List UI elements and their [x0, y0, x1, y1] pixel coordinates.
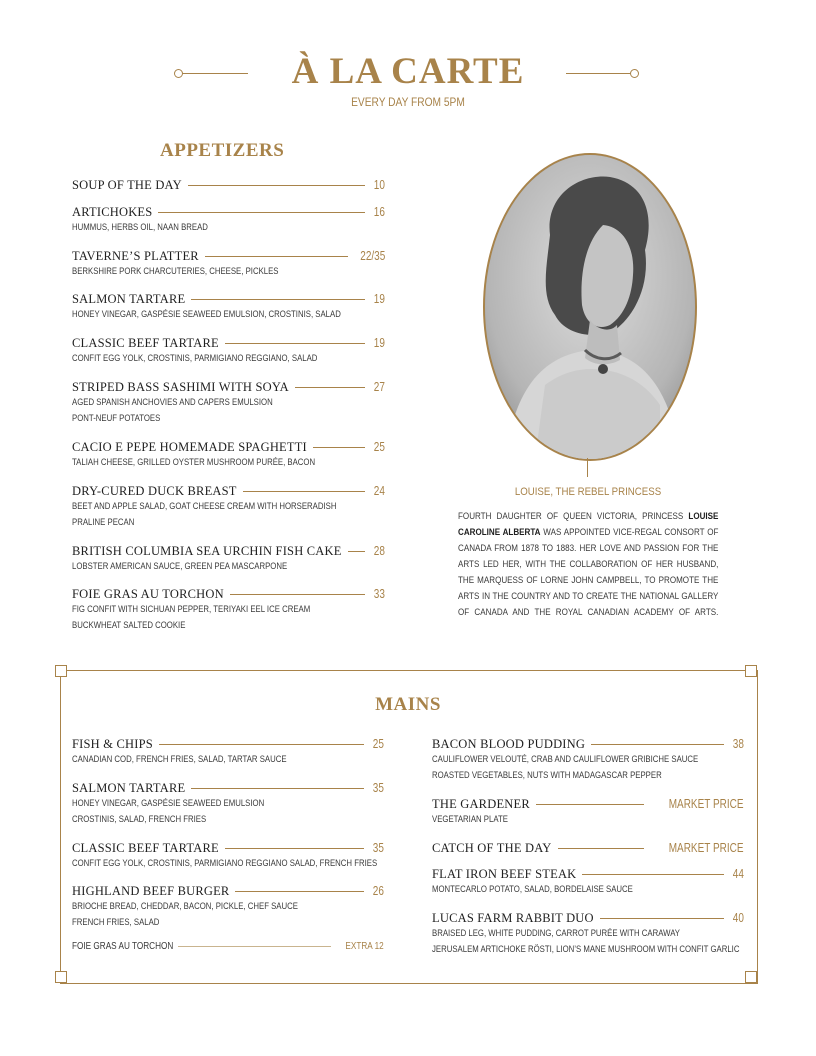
- biography-text: CANADA FROM 1878 TO 1883. HER LOVE AND PASSION FOR THE: [458, 543, 719, 554]
- menu-item-description: AGED SPANISH ANCHOVIES AND CAPERS EMULSION: [72, 397, 273, 408]
- biography-line: [458, 525, 718, 541]
- appetizers-title: APPETIZERS: [160, 140, 285, 161]
- frame-corner-bottom-left: [55, 971, 67, 983]
- menu-item-description: PONT-NEUF POTATOES: [72, 413, 161, 424]
- menu-item-description: PRALINE PECAN: [72, 517, 135, 528]
- menu-item-name: BACON BLOOD PUDDING: [432, 736, 586, 751]
- biography-line: [458, 557, 718, 573]
- menu-item-description: CONFIT EGG YOLK, CROSTINIS, PARMIGIANO REGGIANO SALAD, FRENCH FRIES: [72, 858, 378, 869]
- menu-item-description: VEGETARIAN PLATE: [432, 814, 508, 825]
- menu-item: [432, 840, 744, 856]
- page-title: À LA CARTE: [291, 51, 525, 92]
- leader-line: [191, 788, 364, 789]
- leader-line: [600, 918, 724, 919]
- menu-item-description: BERKSHIRE PORK CHARCUTERIES, CHEESE, PICKLES: [72, 266, 279, 277]
- menu-item-description: BRIOCHE BREAD, CHEDDAR, BACON, PICKLE, CHEF SAUCE: [72, 901, 298, 912]
- portrait-illustration: [485, 155, 695, 459]
- biography-line: [458, 509, 718, 525]
- menu-item-row: [432, 866, 744, 882]
- menu-item-price: MARKET PRICE: [669, 797, 744, 811]
- menu-item: [72, 439, 385, 471]
- menu-item-row: [72, 840, 384, 856]
- biography-highlight: CAROLINE ALBERTA: [458, 527, 541, 538]
- menu-item-row: [432, 796, 744, 812]
- menu-item-description: HUMMUS, HERBS OIL, NAAN BREAD: [72, 222, 208, 233]
- menu-item-row: [72, 177, 385, 193]
- menu-item: [72, 379, 385, 427]
- menu-item: [432, 866, 744, 898]
- menu-item-description: CONFIT EGG YOLK, CROSTINIS, PARMIGIANO REGGIANO, SALAD: [72, 353, 318, 364]
- extra-item-price: EXTRA 12: [345, 940, 384, 952]
- menu-item-price: 35: [372, 841, 384, 855]
- menu-item-description: CAULIFLOWER VELOUTÉ, CRAB AND CAULIFLOWER GRIBICHE SAUCE: [432, 754, 699, 765]
- biography-highlight: LOUISE: [688, 511, 719, 522]
- menu-item: [72, 883, 384, 931]
- portrait-image: [483, 153, 697, 461]
- frame-corner-top-left: [55, 665, 67, 677]
- menu-item-price: 25: [372, 737, 384, 751]
- menu-item: [72, 736, 384, 768]
- menu-item: [72, 780, 384, 828]
- biography-text: ARTS LED HER, WITH THE COLLABORATION OF HER HUSBAND,: [458, 559, 719, 570]
- leader-line: [295, 387, 365, 388]
- menu-item: [432, 910, 744, 958]
- leader-line: [225, 848, 364, 849]
- extra-item-row: [72, 938, 384, 954]
- menu-item-description: JERUSALEM ARTICHOKE RÖSTI, LION’S MANE MUSHROOM WITH CONFIT GARLIC: [432, 944, 740, 955]
- biography-text: FOURTH DAUGHTER OF QUEEN VICTORIA, PRINCESS: [458, 511, 689, 522]
- menu-item-description: CANADIAN COD, FRENCH FRIES, SALAD, TARTAR SAUCE: [72, 754, 287, 765]
- menu-item-name: THE GARDENER: [432, 796, 530, 811]
- menu-item-price: 35: [372, 781, 384, 795]
- menu-item-price: MARKET PRICE: [669, 841, 744, 855]
- menu-item-description: CROSTINIS, SALAD, FRENCH FRIES: [72, 814, 207, 825]
- menu-item-name: HIGHLAND BEEF BURGER: [72, 883, 230, 898]
- menu-item-row: [72, 483, 385, 499]
- menu-item-name: STRIPED BASS SASHIMI WITH SOYA: [72, 379, 289, 394]
- menu-item-description: TALIAH CHEESE, GRILLED OYSTER MUSHROOM PURÉE, BACON: [72, 457, 316, 468]
- leader-line: [348, 551, 366, 552]
- portrait-caption: LOUISE, THE REBEL PRINCESS: [514, 486, 662, 498]
- leader-line: [591, 744, 724, 745]
- menu-item-name: TAVERNE’S PLATTER: [72, 248, 199, 263]
- menu-item-price: 33: [373, 587, 385, 601]
- menu-item-price: 38: [732, 737, 744, 751]
- menu-item-name: DRY-CURED DUCK BREAST: [72, 483, 237, 498]
- menu-item-name: FISH & CHIPS: [72, 736, 153, 751]
- biography-text: OF CANADA AND THE ROYAL CANADIAN ACADEMY OF ARTS.: [458, 607, 719, 618]
- biography-line: [458, 589, 718, 605]
- menu-item-row: [432, 736, 744, 752]
- menu-item-description: BEET AND APPLE SALAD, GOAT CHEESE CREAM WITH HORSERADISH: [72, 501, 337, 512]
- menu-item-row: [72, 248, 385, 264]
- biography-text: THE MARQUESS OF LORNE JOHN CAMPBELL, TO PROMOTE THE: [458, 575, 719, 586]
- leader-line: [191, 299, 365, 300]
- menu-item-price: 27: [373, 380, 385, 394]
- menu-item-price: 26: [372, 884, 384, 898]
- menu-item-price: 10: [373, 178, 385, 192]
- menu-item-name: SALMON TARTARE: [72, 291, 186, 306]
- menu-item-row: [72, 335, 385, 351]
- biography-line: [458, 573, 718, 589]
- portrait-connector: [587, 458, 588, 477]
- menu-item-name: ARTICHOKES: [72, 204, 153, 219]
- menu-item-price: 16: [373, 205, 385, 219]
- extra-item: [72, 938, 384, 954]
- menu-item-description: BUCKWHEAT SALTED COOKIE: [72, 620, 186, 631]
- menu-item-row: [72, 586, 385, 602]
- frame-corner-top-right: [745, 665, 757, 677]
- leader-line: [159, 744, 364, 745]
- frame-corner-bottom-right: [745, 971, 757, 983]
- menu-item-name: CATCH OF THE DAY: [432, 840, 552, 855]
- menu-item-name: CACIO E PEPE HOMEMADE SPAGHETTI: [72, 439, 307, 454]
- menu-item-row: [432, 840, 744, 856]
- menu-item: [72, 291, 385, 323]
- mains-title: MAINS: [375, 694, 441, 715]
- leader-line: [243, 491, 365, 492]
- menu-item-price: 19: [373, 336, 385, 350]
- menu-item-row: [72, 736, 384, 752]
- menu-item: [72, 586, 385, 634]
- page-subtitle: EVERY DAY FROM 5PM: [351, 95, 465, 109]
- biography-line: [458, 605, 718, 621]
- biography-line: [458, 541, 718, 557]
- menu-item-row: [72, 204, 385, 220]
- menu-item-name: FOIE GRAS AU TORCHON: [72, 586, 224, 601]
- menu-item-description: FRENCH FRIES, SALAD: [72, 917, 160, 928]
- menu-item-price: 19: [373, 292, 385, 306]
- menu-item-name: FLAT IRON BEEF STEAK: [432, 866, 577, 881]
- menu-item-price: 24: [373, 484, 385, 498]
- leader-line: [536, 804, 645, 805]
- menu-item-row: [72, 439, 385, 455]
- leader-line: [558, 848, 645, 849]
- leader-line: [230, 594, 365, 595]
- menu-item-name: CLASSIC BEEF TARTARE: [72, 335, 219, 350]
- biography-text: ARTS IN THE COUNTRY AND TO CREATE THE NATIONAL GALLERY: [458, 591, 719, 602]
- leader-line: [225, 343, 365, 344]
- menu-item-row: [72, 379, 385, 395]
- menu-item-row: [72, 543, 385, 559]
- biography-text: WAS APPOINTED VICE-REGAL CONSORT OF: [540, 527, 719, 538]
- menu-item-row: [72, 291, 385, 307]
- menu-item-row: [432, 910, 744, 926]
- leader-line: [205, 256, 348, 257]
- leader-line: [582, 874, 724, 875]
- menu-item-name: BRITISH COLUMBIA SEA URCHIN FISH CAKE: [72, 543, 342, 558]
- menu-item-description: FIG CONFIT WITH SICHUAN PEPPER, TERIYAKI EEL ICE CREAM: [72, 604, 311, 615]
- menu-item: [72, 543, 385, 575]
- portrait-biography: [458, 509, 718, 621]
- menu-item-row: [72, 883, 384, 899]
- menu-item-description: HONEY VINEGAR, GASPÉSIE SEAWEED EMULSION: [72, 798, 265, 809]
- menu-item-price: 22/35: [359, 249, 385, 263]
- leader-line: [313, 447, 365, 448]
- menu-item: [72, 177, 385, 193]
- menu-item-price: 40: [732, 911, 744, 925]
- menu-item-description: MONTECARLO POTATO, SALAD, BORDELAISE SAUCE: [432, 884, 633, 895]
- menu-item-price: 44: [732, 867, 744, 881]
- menu-item: [72, 335, 385, 367]
- leader-line: [158, 212, 365, 213]
- menu-item-name: SALMON TARTARE: [72, 780, 186, 795]
- extra-item-name: FOIE GRAS AU TORCHON: [72, 940, 174, 952]
- menu-item-name: SOUP OF THE DAY: [72, 177, 182, 192]
- menu-item: [432, 796, 744, 828]
- menu-item: [72, 840, 384, 872]
- menu-item-name: CLASSIC BEEF TARTARE: [72, 840, 219, 855]
- menu-item: [432, 736, 744, 784]
- menu-item-price: 25: [373, 440, 385, 454]
- menu-item-row: [72, 780, 384, 796]
- menu-item: [72, 483, 385, 531]
- menu-item-description: HONEY VINEGAR, GASPÉSIE SEAWEED EMULSION, CROSTINIS, SALAD: [72, 309, 341, 320]
- leader-line: [178, 946, 331, 947]
- menu-item-price: 28: [373, 544, 385, 558]
- menu-item: [72, 248, 385, 280]
- leader-line: [235, 891, 364, 892]
- menu-item-description: ROASTED VEGETABLES, NUTS WITH MADAGASCAR PEPPER: [432, 770, 662, 781]
- menu-item: [72, 204, 385, 236]
- leader-line: [188, 185, 365, 186]
- menu-item-name: LUCAS FARM RABBIT DUO: [432, 910, 594, 925]
- menu-item-description: BRAISED LEG, WHITE PUDDING, CARROT PURÉE WITH CARAWAY: [432, 928, 681, 939]
- menu-item-description: LOBSTER AMERICAN SAUCE, GREEN PEA MASCARPONE: [72, 561, 288, 572]
